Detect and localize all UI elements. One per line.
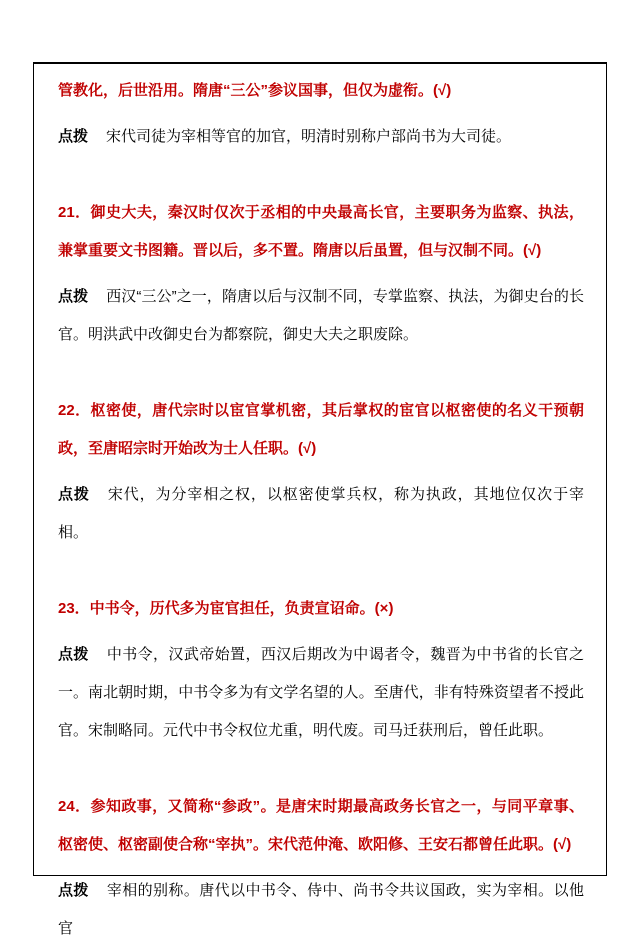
answer-note-21 xyxy=(58,278,584,354)
question-23: 23．中书令，历代多为宦官担任，负责宣诏命。(×) xyxy=(58,600,394,617)
answer-note-20 xyxy=(58,118,584,156)
answer-text: 宰相的别称。唐代以中书令、侍中、尚书令共议国政，实为宰相。以他官 xyxy=(58,882,584,937)
answer-note-24 xyxy=(58,872,584,948)
answer-label: 点拨 xyxy=(58,882,89,899)
answer-label: 点拨 xyxy=(58,486,90,503)
answer-text: 中书令，汉武帝始置，西汉后期改为中谒者令，魏晋为中书省的长官之一。南北朝时期，中书令多为有文学名望的人。至唐代，非有特殊资望者不授此官。宋制略同。元代中书令权位尤重，明代废。司马迁获刑后，曾任此职。 xyxy=(58,646,584,739)
question-24: 24．参知政事，又简称“参政”。是唐宋时期最高政务长官之一，与同平章事、枢密使、枢密副使合称“宰执”。宋代范仲淹、欧阳修、王安石都曾任此职。(√) xyxy=(58,798,584,853)
question-22: 22．枢密使，唐代宗时以宦官掌机密，其后掌权的宦官以枢密使的名义干预朝政，至唐昭宗时开始改为士人任职。(√) xyxy=(58,402,584,457)
answer-note-23 xyxy=(58,636,584,750)
answer-note-22 xyxy=(58,476,584,552)
question-20-continuation: 管教化，后世沿用。隋唐“三公”参议国事，但仅为虚衔。(√) xyxy=(58,82,452,99)
answer-label: 点拨 xyxy=(58,646,89,663)
answer-text: 宋代，为分宰相之权，以枢密使掌兵权，称为执政，其地位仅次于宰相。 xyxy=(58,486,584,541)
answer-label: 点拨 xyxy=(58,288,89,305)
answer-text: 西汉“三公”之一，隋唐以后与汉制不同，专掌监察、执法，为御史台的长官。明洪武中改御史台为都察院，御史大夫之职废除。 xyxy=(58,288,584,343)
answer-label: 点拨 xyxy=(58,128,89,145)
page-frame xyxy=(33,62,607,937)
answer-text: 宋代司徒为宰相等官的加官，明清时别称户部尚书为大司徒。 xyxy=(106,128,512,145)
question-21: 21．御史大夫，秦汉时仅次于丞相的中央最高长官，主要职务为监察、执法，兼掌重要文书图籍。晋以后，多不置。隋唐以后虽置，但与汉制不同。(√) xyxy=(58,204,584,259)
